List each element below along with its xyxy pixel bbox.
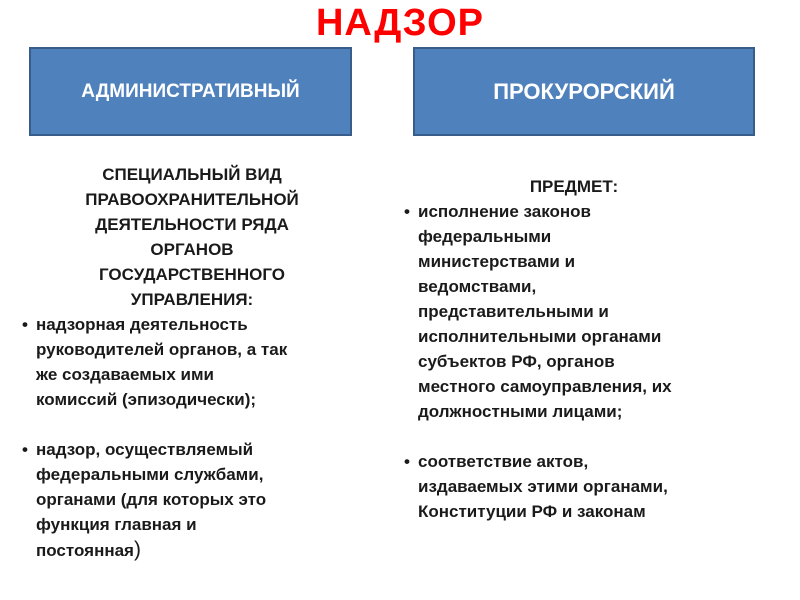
bullet-marker: • (22, 440, 28, 459)
heading-line: ДЕЯТЕЛЬНОСТИ РЯДА (95, 215, 289, 234)
bullet-line: исполнительными органами (418, 327, 662, 346)
bullet-line-text: постоянная (36, 541, 134, 560)
bullet-marker: • (404, 452, 410, 471)
bullet-line: представительными и (418, 302, 609, 321)
bullet-line: ведомствами, (418, 277, 537, 296)
heading-line: СПЕЦИАЛЬНЫЙ ВИД (102, 165, 282, 184)
bullet-line: должностными лицами; (418, 402, 623, 421)
list-item (404, 199, 776, 424)
administrative-column (22, 162, 372, 563)
prosecutorial-column (404, 174, 776, 524)
bullet-line (36, 537, 372, 563)
bullet-line: Конституции РФ и законам (418, 502, 646, 521)
bullet-line: федеральными (418, 227, 552, 246)
bullet-line: местного самоуправления, их (418, 377, 672, 396)
list-item (404, 449, 776, 524)
bullet-line: издаваемых этими органами, (418, 477, 668, 496)
closing-paren: ) (133, 538, 141, 561)
bullet-line: функция главная и (36, 515, 197, 534)
page-title: НАДЗОР (315, 2, 485, 44)
administrative-heading (22, 162, 362, 312)
administrative-box (29, 47, 352, 136)
list-item (22, 312, 372, 412)
bullet-line: органами (для которых это (36, 490, 267, 509)
administrative-box-label: АДМИНИСТРАТИВНЫЙ (81, 80, 300, 102)
heading-line: ГОСУДАРСТВЕННОГО (99, 265, 285, 284)
prosecutorial-heading: ПРЕДМЕТ: (529, 177, 619, 196)
bullet-line: надзорная деятельность (36, 315, 248, 334)
heading-line: ОРГАНОВ (150, 240, 234, 259)
bullet-line: комиссий (эпизодически); (36, 390, 257, 409)
bullet-line: федеральными службами, (36, 465, 264, 484)
bullet-marker: • (404, 202, 410, 221)
bullet-line: соответствие актов, (418, 452, 589, 471)
prosecutorial-box (413, 47, 755, 136)
prosecutorial-box-label: ПРОКУРОРСКИЙ (493, 78, 675, 104)
bullet-line: надзор, осуществляемый (36, 440, 254, 459)
bullet-line: субъектов РФ, органов (418, 352, 615, 371)
heading-line: УПРАВЛЕНИЯ: (130, 290, 254, 309)
bullet-line: руководителей органов, а так (36, 340, 288, 359)
heading-line: ПРАВООХРАНИТЕЛЬНОЙ (85, 190, 299, 209)
bullet-line: министерствами и (418, 252, 576, 271)
bullet-line: же создаваемых ими (36, 365, 214, 384)
bullet-line: исполнение законов (418, 202, 592, 221)
list-item (22, 437, 372, 563)
bullet-marker: • (22, 315, 28, 334)
